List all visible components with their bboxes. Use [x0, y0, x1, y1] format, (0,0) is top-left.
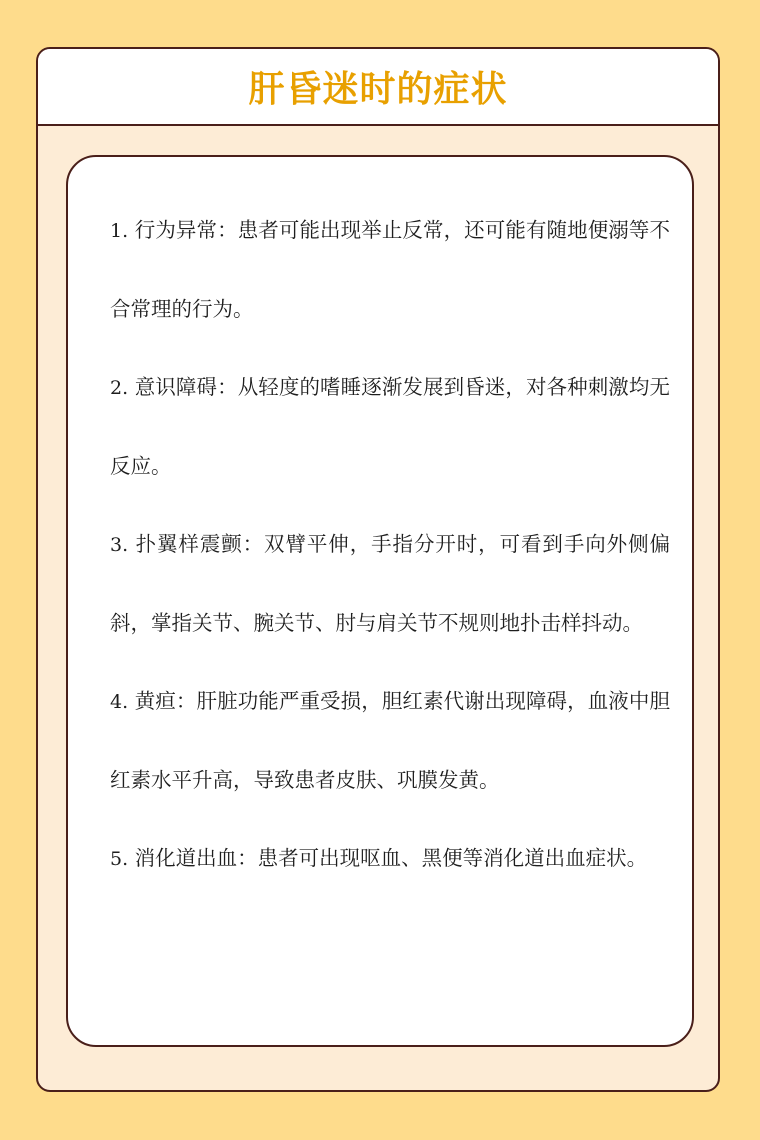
- list-item: [110, 505, 670, 662]
- list-item: [110, 191, 670, 348]
- list-item: [110, 662, 670, 819]
- symptom-list: [110, 191, 670, 898]
- content-panel: [66, 155, 694, 1047]
- item-text: 行为异常：患者可能出现举止反常，还可能有随地便溺等不合常理的行为。: [110, 218, 670, 321]
- item-number: 5.: [110, 848, 129, 870]
- list-item: [110, 819, 670, 898]
- item-number: 1.: [110, 220, 129, 242]
- item-number: 4.: [110, 691, 129, 713]
- item-text: 消化道出血：患者可出现呕血、黑便等消化道出血症状。: [134, 846, 648, 870]
- item-text: 黄疸：肝脏功能严重受损，胆红素代谢出现障碍，血液中胆红素水平升高，导致患者皮肤、巩膜发黄。: [110, 689, 670, 792]
- item-text: 意识障碍：从轻度的嗜睡逐渐发展到昏迷，对各种刺激均无反应。: [110, 375, 670, 478]
- item-number: 2.: [110, 377, 129, 399]
- item-number: 3.: [110, 534, 129, 556]
- list-item: [110, 348, 670, 505]
- title-bar: [38, 49, 718, 126]
- item-text: 扑翼样震颤：双臂平伸，手指分开时，可看到手向外侧偏斜，掌指关节、腕关节、肘与肩关节不规则地扑击样抖动。: [110, 532, 670, 635]
- page-title: 肝昏迷时的症状: [248, 69, 508, 110]
